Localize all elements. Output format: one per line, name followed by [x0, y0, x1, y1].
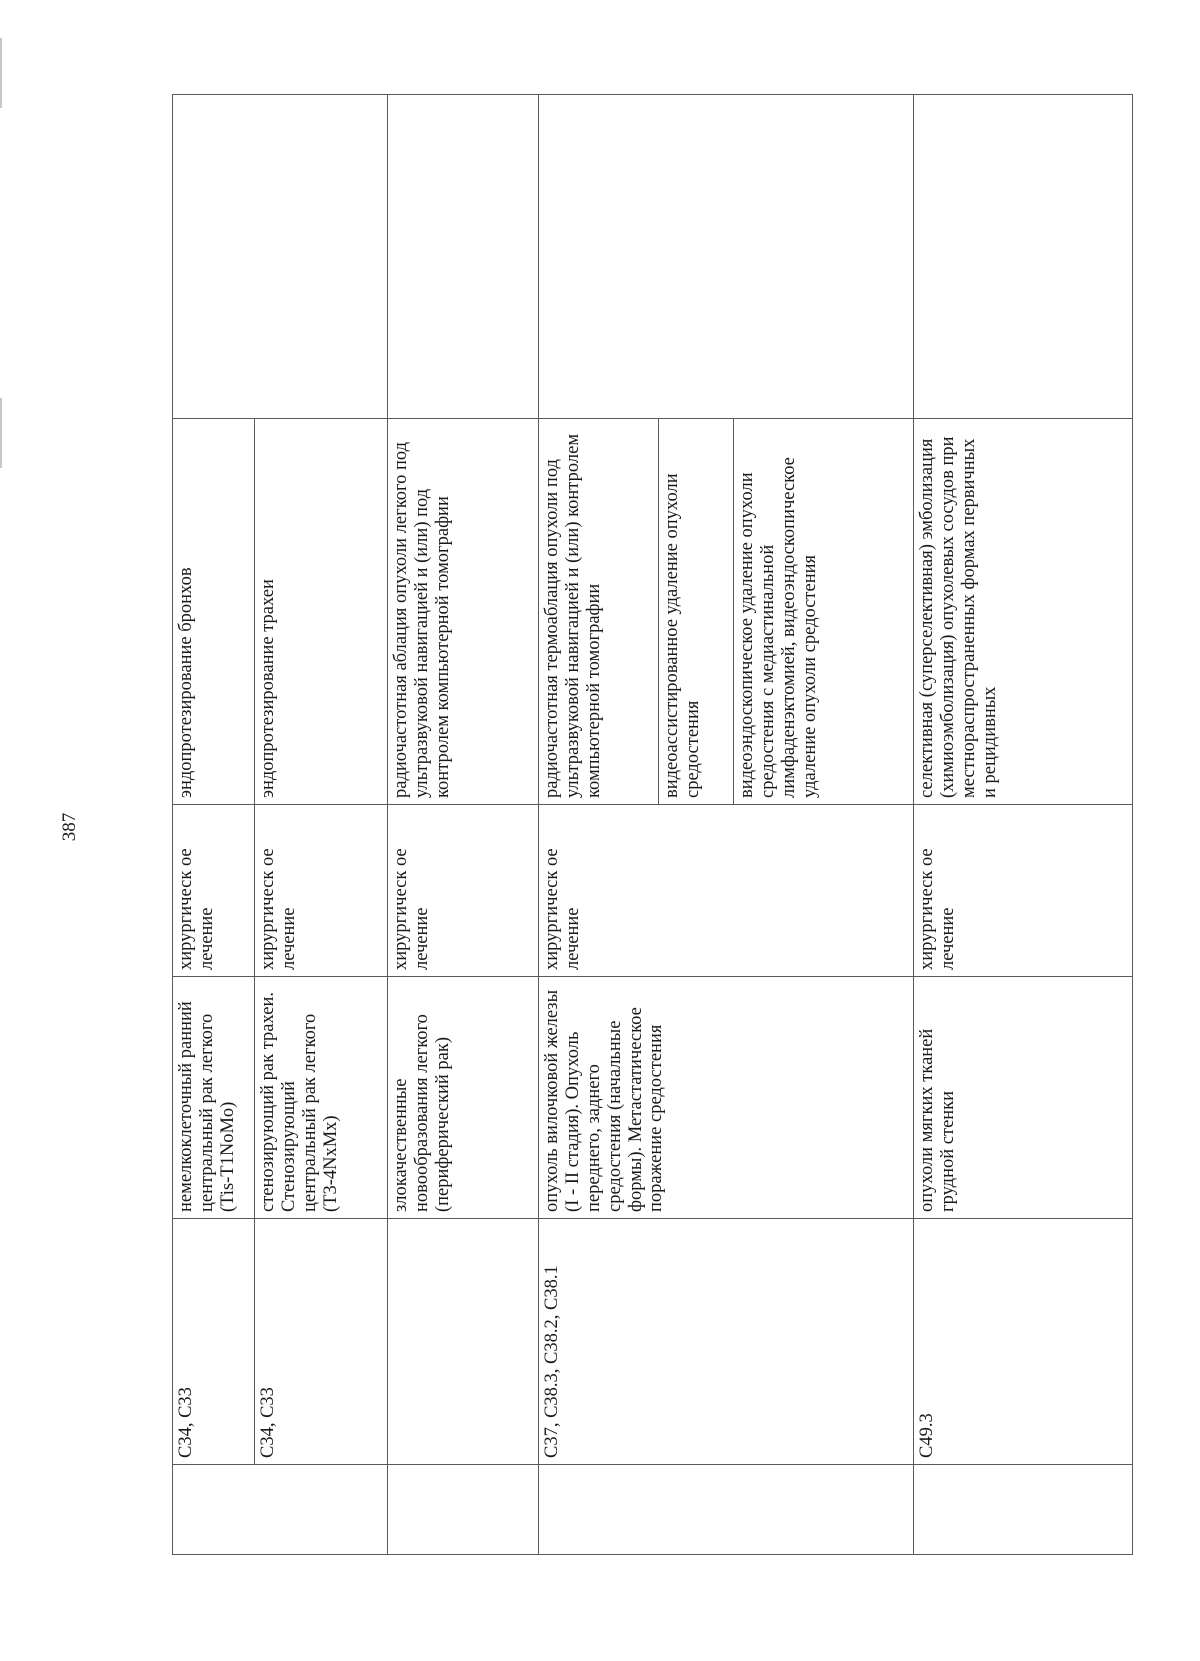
table-row	[388, 95, 539, 1555]
cell-treatment: хирургическ ое лечение	[255, 805, 388, 977]
cell-empty	[388, 1465, 539, 1555]
cell-method: видеоэндоскопическое удаление опухоли средостения с медиастинальной лимфаденэктомией, видеоэндоскопическое удаление опухоли средостения	[734, 419, 914, 805]
cell-empty	[914, 1465, 1133, 1555]
cell-empty	[914, 95, 1133, 419]
cell-treatment: хирургическ ое лечение	[539, 805, 914, 977]
cell-treatment: хирургическ ое лечение	[914, 805, 1133, 977]
rotated-table-wrapper	[172, 95, 1132, 1555]
cell-method: радиочастотная термоаблация опухоли под ультразвуковой навигацией и (или) контролем компьютерной томографии	[539, 419, 659, 805]
scan-edge-mark	[0, 398, 2, 468]
cell-method: радиочастотная аблация опухоли легкого под ультразвуковой навигацией и (или) под контролем компьютерной томографии	[388, 419, 539, 805]
cell-codes: C49.3	[914, 1219, 1133, 1465]
cell-empty	[388, 95, 539, 419]
cell-empty	[173, 95, 388, 419]
cell-empty	[539, 1465, 914, 1555]
cell-method: видеоассистированное удаление опухоли средостения	[659, 419, 734, 805]
cell-codes: C34, C33	[255, 1219, 388, 1465]
cell-codes: C37, C38.3, C38.2, C38.1	[539, 1219, 914, 1465]
cell-treatment: хирургическ ое лечение	[173, 805, 255, 977]
cell-method: эндопротезирование бронхов	[173, 419, 255, 805]
table-row	[539, 95, 659, 1555]
cell-method: эндопротезирование трахеи	[255, 419, 388, 805]
cell-diagnosis: опухоли мягких тканей грудной стенки	[914, 977, 1133, 1219]
cell-codes: C34, C33	[173, 1219, 255, 1465]
cell-diagnosis: стенозирующий рак трахеи. Стенозирующий центральный рак легкого (T3-4NxMx)	[255, 977, 388, 1219]
table-row	[173, 95, 255, 1555]
cell-codes	[388, 1219, 539, 1465]
cell-empty	[173, 1465, 388, 1555]
medical-care-table	[172, 94, 1133, 1555]
cell-treatment: хирургическ ое лечение	[388, 805, 539, 977]
scan-edge-mark	[0, 38, 2, 108]
cell-diagnosis: немелкоклеточный ранний центральный рак легкого (Tis-T1NoMo)	[173, 977, 255, 1219]
table-row	[914, 95, 1133, 1555]
cell-diagnosis: злокачественные новообразования легкого (периферический рак)	[388, 977, 539, 1219]
page-number: 387	[59, 812, 80, 842]
cell-empty	[539, 95, 914, 419]
cell-method: селективная (суперселективная) эмболизация (химиоэмболизация) опухолевых сосудов при местнораспространенных формах первичных и рецидивных	[914, 419, 1133, 805]
cell-diagnosis: опухоль вилочковой железы (I - II стадия). Опухоль переднего, заднего средостения (начальные формы). Метастатическое поражение средостения	[539, 977, 914, 1219]
